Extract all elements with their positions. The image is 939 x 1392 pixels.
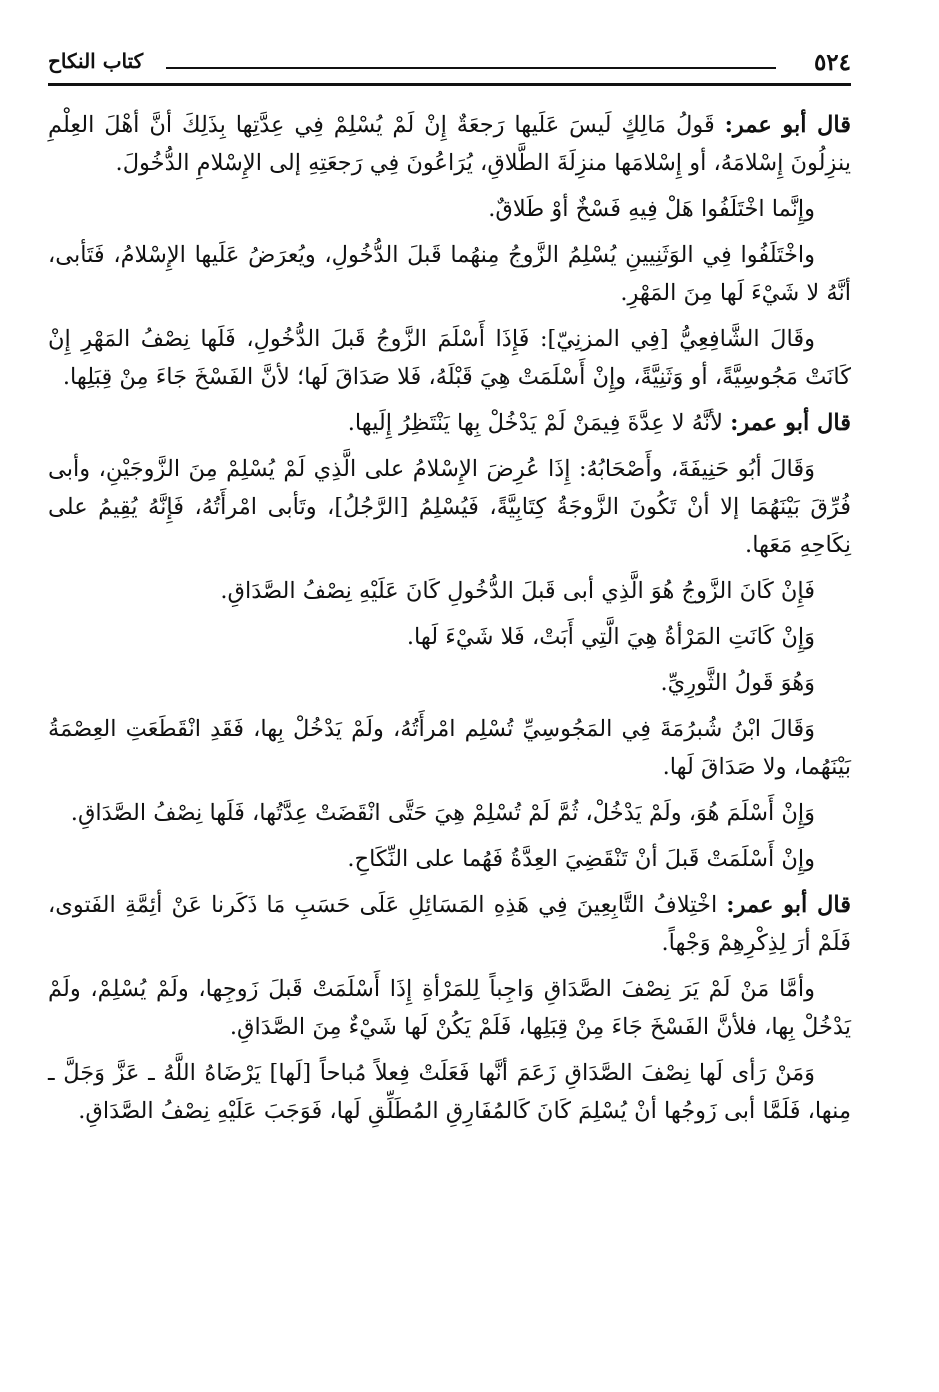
paragraph <box>48 404 851 442</box>
page-header <box>48 45 851 85</box>
page-number: ٥٢٤ <box>813 49 851 76</box>
paragraph <box>48 320 851 396</box>
paragraph-text: وَمَنْ رَأى لَها نِصْفَ الصَّدَاقِ زَعَمَ أنَّها فَعَلَتْ فِعلاً مُباحاً [لَها] يَرْضَاهُ اللَّهُ ـ عَزَّ وَجَلَّ ـ مِنها، فَلَمَّا أبى زَوجُها أنْ يُسْلِمَ كَانَ كَالمُفَارِقِ المُطَلِّقِ لَها، فَوَجَبَ عَلَيْهِ نِصْفُ الصَّدَاقِ. <box>48 1060 851 1124</box>
paragraph-text: وإِنَّما اخْتَلَفُوا هَلْ فِيهِ فَسْخٌ أوْ طَلاقٌ. <box>488 196 815 222</box>
paragraph-text: فَإِنْ كَانَ الزَّوجُ هُوَ الَّذِي أبى قَبلَ الدُّخُولِ كَانَ عَلَيْهِ نِصْفُ الصَّدَاقِ. <box>220 578 815 604</box>
paragraph <box>48 572 851 610</box>
paragraph <box>48 1054 851 1130</box>
paragraph-text: وَهُوَ قَولُ الثَّورِيِّ. <box>660 670 815 696</box>
paragraph <box>48 450 851 564</box>
paragraph-text: وأمَّا مَنْ لَمْ يَرَ نِصْفَ الصَّدَاقِ وَاجِباً لِلمَرْأةِ إِذَا أَسْلَمَتْ قَبلَ زَوجِها، ولَمْ يُسْلِمْ، ولَمْ يَدْخُلْ بِها، فلأنَّ الفَسْخَ جَاءَ مِنْ قِبَلِها، فَلَمْ يَكُنْ لَها شَيْءٌ مِنَ الصَّدَاقِ. <box>48 976 851 1040</box>
running-title: كتاب النكاح <box>48 49 144 73</box>
paragraph <box>48 794 851 832</box>
paragraph-text: وقَالَ الشَّافِعِيُّ [فِي المزنِيّ]: فَإِذَا أَسْلَمَ الزَّوجُ قَبلَ الدُّخُولِ، فَلَها نِصْفُ المَهْرِ إِنْ كَانَتْ مَجُوسِيَّةً، أو وَثَنِيَّةً، وإِنْ أَسْلَمَتْ هِيَ قَبْلَهُ، فَلا صَدَاقَ لَها؛ لأنَّ الفَسْخَ جَاءَ مِنْ قِبَلِها. <box>48 326 851 390</box>
paragraph <box>48 664 851 702</box>
paragraph-text: وَإِنْ كَانَتِ المَرْأةُ هِيَ الَّتِي أَبَتْ، فَلا شَيْءَ لَها. <box>406 624 815 650</box>
page-body <box>48 106 851 1138</box>
paragraph <box>48 840 851 878</box>
paragraph-text: واخْتَلَفُوا فِي الوَثَنِيينِ يُسْلِمُ الزَّوجُ مِنهُما قَبلَ الدُّخُولِ، ويُعرَضُ عَلَيها الإِسْلامُ، فَتَأبى، أنَّهُ لا شَيْءَ لَها مِنَ المَهْرِ. <box>48 242 851 306</box>
paragraph <box>48 236 851 312</box>
paragraph <box>48 710 851 786</box>
paragraph-text: قَولُ مَالِكٍ لَيسَ عَلَيها رَجعَةٌ إِنْ لَمْ يُسْلِمْ فِي عِدَّتِها بِذَلِكَ أنَّ أهْلَ العِلْمِ ينزِلُونَ إِسْلامَهُ، أو إِسْلامَها منزِلَةَ الطَّلاقِ، يُرَاعُونَ فِي رَجعَتِهِ إلى الإِسْلامِ الدُّخُولَ. <box>48 112 851 176</box>
speaker-label: قال أبو عمر: <box>724 112 851 138</box>
paragraph-text: وَقَالَ ابْنُ شُبرُمَةَ فِي المَجُوسِيِّ تُسْلِم امْرأَتُهُ، ولَمْ يَدْخُلْ بِها، فَقَدِ انْقَطَعَتِ العِصْمَةُ بَيْنَهُما، ولا صَدَاقَ لَها. <box>48 716 851 780</box>
paragraph-text: اخْتِلافُ التَّابِعِينَ فِي هَذِهِ المَسَائِلِ عَلَى حَسَبِ مَا ذَكَرنا عَنْ أئِمَّةِ الفَتوى، فَلَمْ أرَ لِذِكْرِهِمْ وَجْهاً. <box>48 892 851 956</box>
paragraph-text: وإِنْ أَسْلَمَتْ قَبلَ أنْ تَنْقَضِيَ العِدَّةُ فَهُما على النِّكَاحِ. <box>347 846 815 872</box>
paragraph <box>48 190 851 228</box>
paragraph <box>48 618 851 656</box>
paragraph <box>48 106 851 182</box>
speaker-label: قال أبو عمر: <box>726 892 851 918</box>
paragraph-text: وَقَالَ أبُو حَنِيفَةَ، وأَصْحَابُهُ: إِذَا عُرِضَ الإِسْلامُ على الَّذِي لَمْ يُسْلِمْ مِنَ الزَّوجَيْنِ، وأبى فُرِّقَ بَيْنَهُمَا إلا أنْ تَكُونَ الزَّوجَةُ كِتَابِيَّةً، فَيُسْلِمُ [الرَّجُلُ]، وتَأبى امْرأَتُهُ، فَإِنَّهُ يُقِيمُ على نِكَاحِهِ مَعَها. <box>48 456 851 558</box>
paragraph-text: وَإِنْ أَسْلَمَ هُوَ، ولَمْ يَدْخُلْ، ثُمَّ لَمْ تُسْلِمْ هِيَ حَتَّى انْقَضَتْ عِدَّتُها، فَلَها نِصْفُ الصَّدَاقِ. <box>70 800 815 826</box>
paragraph <box>48 970 851 1046</box>
header-rule <box>166 67 776 69</box>
paragraph <box>48 886 851 962</box>
header-divider <box>48 83 851 86</box>
speaker-label: قال أبو عمر: <box>730 410 851 436</box>
paragraph-text: لأنَّهُ لا عِدَّةَ فِيمَنْ لَمْ يَدْخُلْ بِها يَنْتَظِرُ إِلَيها. <box>347 410 731 436</box>
